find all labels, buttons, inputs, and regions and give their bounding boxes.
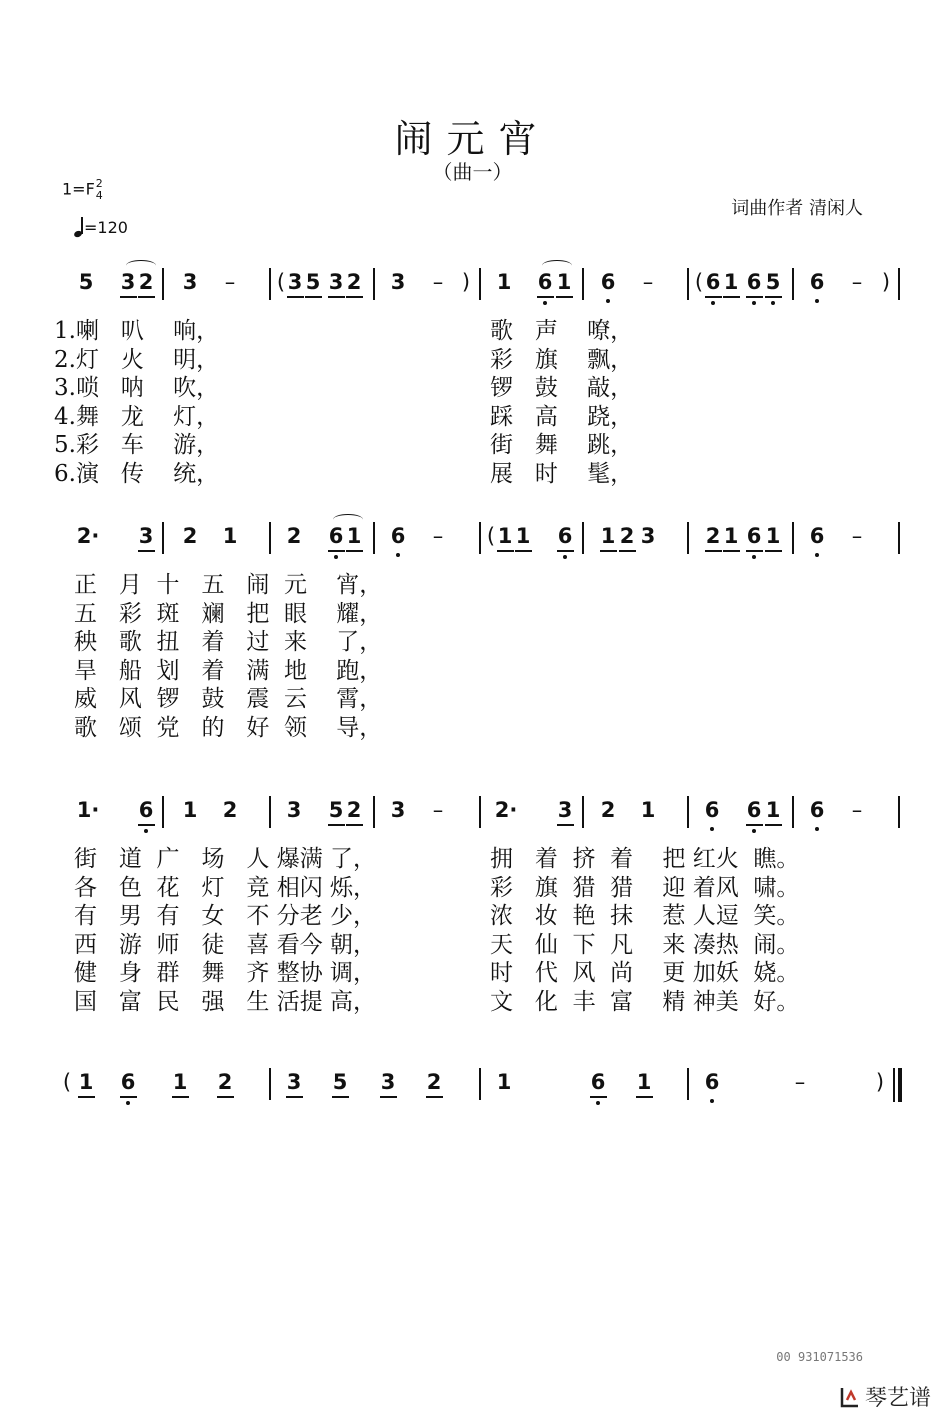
- octave-dot: [396, 553, 400, 557]
- note: 3: [182, 270, 198, 294]
- beam-underline: [723, 550, 740, 552]
- note: 6: [809, 270, 825, 294]
- note: 1: [172, 1070, 188, 1094]
- barline: [792, 268, 794, 300]
- barline: [269, 268, 271, 300]
- note: 2: [217, 1070, 233, 1094]
- paren: (: [486, 524, 496, 548]
- octave-dot: [752, 555, 756, 559]
- lyric-row-left: 4.舞 龙 灯，: [54, 403, 220, 430]
- beam-underline: [619, 550, 636, 552]
- paren: (: [694, 270, 704, 294]
- beam-underline: [765, 296, 782, 298]
- octave-dot: [771, 301, 775, 305]
- note: 3: [328, 270, 344, 294]
- dash: –: [851, 524, 863, 548]
- barline: [792, 796, 794, 828]
- octave-dot: [815, 553, 819, 557]
- beam-underline: [557, 824, 574, 826]
- dash: –: [642, 270, 654, 294]
- logo-text: 琴艺谱: [864, 1386, 931, 1411]
- octave-dot: [752, 301, 756, 305]
- barline: [687, 522, 689, 554]
- dash: –: [224, 270, 236, 294]
- notation-line-4: [0, 1068, 945, 1108]
- lyric-row-left: 3.唢 呐 吹，: [54, 375, 220, 401]
- note: 3: [390, 270, 406, 294]
- note: 2: [705, 524, 721, 548]
- paren: ): [461, 270, 471, 294]
- note: 6: [537, 270, 553, 294]
- barline: [162, 522, 164, 554]
- lyric-row-left: 西 游 师 徒 喜 看今 朝，: [74, 931, 377, 958]
- note: 1: [723, 270, 739, 294]
- note: 3: [120, 270, 136, 294]
- octave-dot: [606, 299, 610, 303]
- beam-underline: [138, 550, 155, 552]
- lyric-row-left: 街 道 广 场 人 爆满 了，: [74, 846, 377, 872]
- note: 6: [746, 270, 762, 294]
- barline: [898, 268, 900, 300]
- note: 2: [138, 270, 154, 294]
- final-barline-thin: [893, 1068, 895, 1102]
- lyric-row-right: 拥 着 挤 着 把 红火 瞧。: [490, 846, 800, 872]
- note: 3: [557, 798, 573, 822]
- note: 3: [286, 798, 302, 822]
- note: 5: [765, 270, 781, 294]
- beam-underline: [636, 1096, 653, 1098]
- beam-underline: [705, 550, 722, 552]
- lyric-row-right: 展 时 髦，: [490, 460, 634, 487]
- beam-underline: [765, 824, 782, 826]
- logo-mark-icon: [839, 1386, 861, 1408]
- paren: (: [276, 270, 286, 294]
- note: 6: [557, 524, 573, 548]
- time-bottom: 4: [95, 189, 103, 202]
- octave-dot: [711, 301, 715, 305]
- note: 1: [497, 524, 513, 548]
- paren: (: [62, 1070, 72, 1094]
- barline: [479, 268, 481, 300]
- octave-dot: [126, 1101, 130, 1105]
- beam-underline: [600, 550, 617, 552]
- note: 1: [636, 1070, 652, 1094]
- octave-dot: [596, 1101, 600, 1105]
- final-barline-thick: [898, 1068, 902, 1102]
- note: 6: [746, 524, 762, 548]
- note: 6: [600, 270, 616, 294]
- note: 2·: [76, 524, 100, 548]
- key-signature: [62, 178, 103, 202]
- barline: [582, 796, 584, 828]
- note: 1: [723, 524, 739, 548]
- barline: [582, 522, 584, 554]
- note: 5: [328, 798, 344, 822]
- lyric-row-left: 歌 颂 党 的 好 领 导，: [74, 714, 383, 741]
- note: 6: [809, 524, 825, 548]
- note: 1: [346, 524, 362, 548]
- beam-underline: [305, 296, 322, 298]
- note: 1: [496, 270, 512, 294]
- slur: [126, 260, 156, 271]
- beam-underline: [286, 1096, 303, 1098]
- octave-dot: [144, 829, 148, 833]
- lyric-row-right: 彩 旗 猎 猎 迎 着风 啸。: [490, 874, 800, 901]
- lyric-row-right: 歌 声 嘹，: [490, 318, 634, 344]
- note: 6: [390, 524, 406, 548]
- note: 6: [704, 1070, 720, 1094]
- note: 6: [809, 798, 825, 822]
- beam-underline: [556, 296, 573, 298]
- dash: –: [432, 524, 444, 548]
- dash: –: [851, 798, 863, 822]
- slur: [333, 514, 363, 525]
- lyric-row-left: 正 月 十 五 闹 元 宵，: [74, 572, 383, 598]
- barline: [269, 796, 271, 828]
- beam-underline: [515, 550, 532, 552]
- time-top: 2: [95, 177, 103, 190]
- lyric-row-right: 踩 高 跷，: [490, 403, 634, 430]
- dash: –: [851, 270, 863, 294]
- key-label: 1=F: [62, 179, 95, 199]
- barline: [162, 268, 164, 300]
- lyric-row-left: 秧 歌 扭 着 过 来 了，: [74, 629, 383, 655]
- barline: [792, 522, 794, 554]
- lyric-row-left: 国 富 民 强 生 活提 高，: [74, 988, 377, 1015]
- note: 1: [765, 524, 781, 548]
- note: 2: [600, 798, 616, 822]
- note: 6: [328, 524, 344, 548]
- barline: [479, 796, 481, 828]
- notation-line-2: [0, 522, 945, 562]
- octave-dot: [543, 301, 547, 305]
- note: 1: [182, 798, 198, 822]
- dash: –: [794, 1070, 806, 1094]
- note: 3: [286, 1070, 302, 1094]
- beam-underline: [590, 1096, 607, 1098]
- octave-dot: [563, 555, 567, 559]
- beam-underline: [217, 1096, 234, 1098]
- note: 3: [380, 1070, 396, 1094]
- barline: [687, 1068, 689, 1100]
- note: 2: [222, 798, 238, 822]
- beam-underline: [426, 1096, 443, 1098]
- beam-underline: [537, 296, 554, 298]
- beam-underline: [328, 296, 345, 298]
- quarter-note-icon: [74, 215, 84, 237]
- paren: ): [881, 270, 891, 294]
- tempo-marking: [74, 215, 128, 237]
- barline: [687, 268, 689, 300]
- beam-underline: [746, 824, 763, 826]
- lyric-row-right: 天 仙 下 凡 来 凑热 闹。: [490, 931, 800, 958]
- footer-id: 00 931071536: [776, 1350, 863, 1364]
- beam-underline: [287, 296, 304, 298]
- note: 1: [556, 270, 572, 294]
- song-title: 闹元宵: [394, 117, 551, 161]
- note: 1: [765, 798, 781, 822]
- note: 2·: [494, 798, 518, 822]
- barline: [373, 796, 375, 828]
- note: 1: [600, 524, 616, 548]
- octave-dot: [815, 827, 819, 831]
- barline: [479, 522, 481, 554]
- lyric-row-right: 文 化 丰 富 精 神美 好。: [490, 988, 800, 1015]
- note: 3: [390, 798, 406, 822]
- beam-underline: [746, 550, 763, 552]
- tempo-value: =120: [84, 218, 128, 237]
- lyric-row-left: 有 男 有 女 不 分老 少，: [74, 903, 377, 929]
- note: 1·: [76, 798, 100, 822]
- beam-underline: [328, 824, 345, 826]
- notation-line-3: [0, 796, 945, 836]
- lyric-row-left: 1.喇 叭 响，: [54, 318, 220, 344]
- lyric-row-left: 5.彩 车 游，: [54, 432, 220, 458]
- dash: –: [432, 270, 444, 294]
- octave-dot: [815, 299, 819, 303]
- note: 6: [120, 1070, 136, 1094]
- note: 5: [305, 270, 321, 294]
- dash: –: [432, 798, 444, 822]
- lyric-row-left: 五 彩 斑 斓 把 眼 耀，: [74, 600, 383, 627]
- notation-line-1: [0, 268, 945, 308]
- note: 6: [138, 798, 154, 822]
- lyric-row-left: 各 色 花 灯 竞 相闪 烁，: [74, 874, 377, 901]
- barline: [898, 522, 900, 554]
- lyric-row-right: 锣 鼓 敲，: [490, 375, 634, 401]
- barline: [162, 796, 164, 828]
- time-signature: [96, 178, 103, 202]
- lyric-row-left: 健 身 群 舞 齐 整协 调，: [74, 960, 377, 986]
- beam-underline: [765, 550, 782, 552]
- note: 1: [515, 524, 531, 548]
- octave-dot: [710, 1099, 714, 1103]
- note: 5: [78, 270, 94, 294]
- note: 1: [640, 798, 656, 822]
- barline: [373, 522, 375, 554]
- paren: ): [875, 1070, 885, 1094]
- lyric-row-right: 时 代 风 尚 更 加妖 娆。: [490, 960, 800, 986]
- note: 2: [346, 270, 362, 294]
- note: 6: [705, 270, 721, 294]
- octave-dot: [752, 829, 756, 833]
- lyric-row-right: 彩 旗 飘，: [490, 346, 634, 373]
- note: 6: [704, 798, 720, 822]
- octave-dot: [334, 555, 338, 559]
- beam-underline: [332, 1096, 349, 1098]
- barline: [269, 1068, 271, 1100]
- song-subtitle: （曲一）: [432, 160, 513, 184]
- beam-underline: [380, 1096, 397, 1098]
- note: 3: [287, 270, 303, 294]
- beam-underline: [497, 550, 514, 552]
- note: 2: [346, 798, 362, 822]
- beam-underline: [346, 296, 363, 298]
- beam-underline: [346, 550, 363, 552]
- octave-dot: [710, 827, 714, 831]
- beam-underline: [557, 550, 574, 552]
- note: 2: [182, 524, 198, 548]
- note: 6: [746, 798, 762, 822]
- beam-underline: [723, 296, 740, 298]
- barline: [898, 796, 900, 828]
- note: 1: [222, 524, 238, 548]
- beam-underline: [120, 1096, 137, 1098]
- lyric-row-left: 2.灯 火 明，: [54, 346, 220, 373]
- barline: [479, 1068, 481, 1100]
- beam-underline: [328, 550, 345, 552]
- beam-underline: [346, 824, 363, 826]
- note: 3: [640, 524, 656, 548]
- beam-underline: [78, 1096, 95, 1098]
- beam-underline: [705, 296, 722, 298]
- author-credit: 词曲作者 清闲人: [731, 198, 863, 219]
- barline: [269, 522, 271, 554]
- note: 1: [78, 1070, 94, 1094]
- note: 2: [426, 1070, 442, 1094]
- beam-underline: [138, 824, 155, 826]
- lyric-row-left: 威 风 锣 鼓 震 云 霄，: [74, 686, 383, 712]
- lyric-row-right: 浓 妆 艳 抹 惹 人逗 笑。: [490, 903, 800, 929]
- beam-underline: [172, 1096, 189, 1098]
- beam-underline: [120, 296, 137, 298]
- barline: [687, 796, 689, 828]
- note: 2: [619, 524, 635, 548]
- note: 3: [138, 524, 154, 548]
- lyric-row-right: 街 舞 跳，: [490, 432, 634, 458]
- barline: [373, 268, 375, 300]
- beam-underline: [746, 296, 763, 298]
- note: 1: [496, 1070, 512, 1094]
- barline: [582, 268, 584, 300]
- note: 5: [332, 1070, 348, 1094]
- site-logo: [839, 1381, 931, 1412]
- beam-underline: [138, 296, 155, 298]
- lyric-row-left: 6.演 传 统，: [54, 460, 220, 487]
- lyric-row-left: 旱 船 划 着 满 地 跑，: [74, 657, 383, 684]
- note: 6: [590, 1070, 606, 1094]
- slur: [542, 260, 572, 271]
- note: 2: [286, 524, 302, 548]
